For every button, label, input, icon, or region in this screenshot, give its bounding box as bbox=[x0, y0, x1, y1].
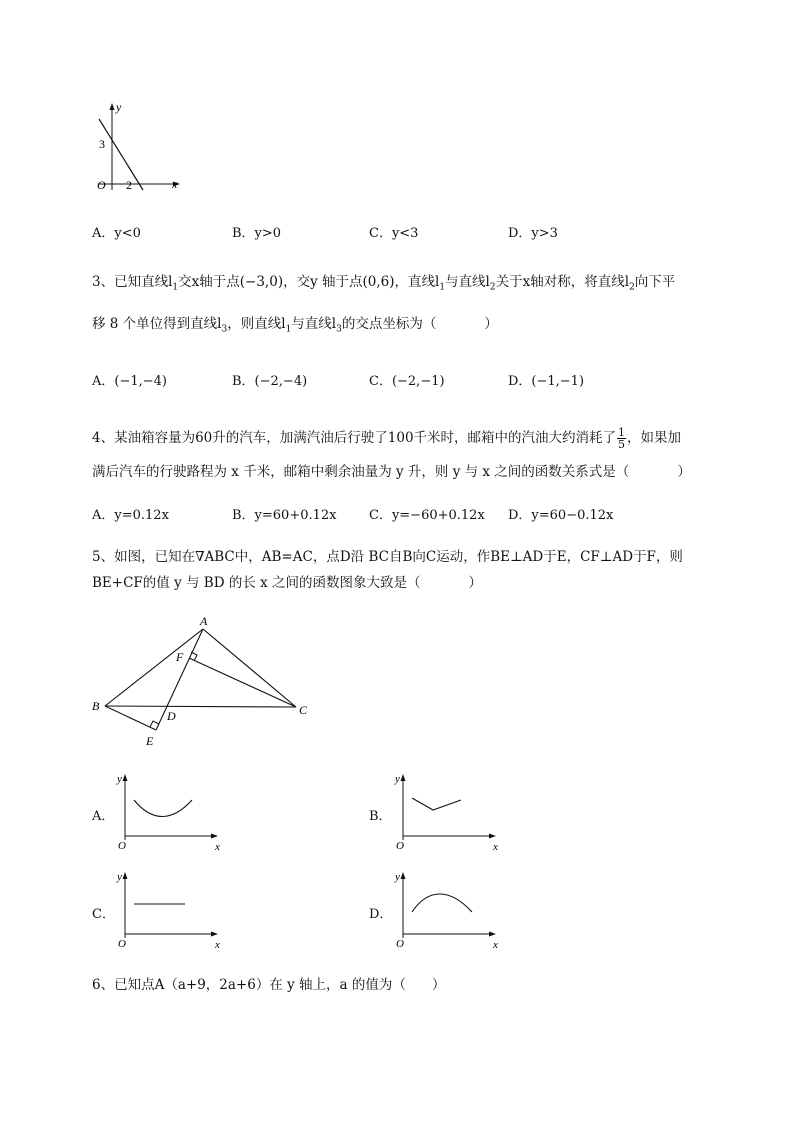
q3-option-b[interactable]: B．(−2,−4) bbox=[232, 374, 308, 389]
q5-option-c-label[interactable]: C． bbox=[92, 907, 115, 922]
q5-option-d-graph[interactable] bbox=[390, 868, 505, 950]
svg-text:y: y bbox=[395, 871, 400, 883]
svg-text:x: x bbox=[215, 841, 220, 852]
q4-stem-line2: 满后汽车的行驶路程为 x 千米，邮箱中剩余油量为 y 升，则 y 与 x 之间的函数关系式是（ ） bbox=[92, 464, 691, 480]
q2-option-d[interactable]: D．y>3 bbox=[508, 226, 558, 241]
segment-ae bbox=[156, 629, 203, 730]
segment-cf bbox=[189, 658, 296, 707]
q4-stem-line1: 4、某油箱容量为60升的汽车，加满汽油后行驶了100千米时，邮箱中的汽油大约消耗了 $\frac{1}{5}$ ，如果加 bbox=[92, 426, 682, 451]
y-axis-arrow bbox=[110, 103, 115, 110]
svg-text:y: y bbox=[395, 773, 400, 785]
q5-option-a-label[interactable]: A． bbox=[92, 809, 115, 824]
svg-text:x: x bbox=[493, 841, 498, 852]
label-d: D bbox=[167, 709, 176, 723]
label-e: E bbox=[146, 734, 154, 748]
q2-option-a[interactable]: A．y<0 bbox=[92, 226, 141, 241]
q5-option-b-graph[interactable] bbox=[390, 770, 505, 852]
side-bc bbox=[105, 706, 296, 707]
origin-label: O bbox=[97, 178, 106, 192]
curve-a bbox=[134, 800, 192, 817]
x-intercept-label: 2 bbox=[126, 178, 132, 192]
q5-triangle-figure bbox=[88, 612, 318, 752]
q5-option-b-label[interactable]: B． bbox=[369, 809, 392, 824]
q3-stem-line2: 移 8 个单位得到直线$l_3$，则直线$l_1$与直线$l_3$的交点坐标为（ ） bbox=[92, 316, 498, 335]
q4-option-a[interactable]: A．y=0.12x bbox=[92, 508, 169, 523]
svg-text:O: O bbox=[118, 938, 126, 950]
q5-option-d-label[interactable]: D． bbox=[369, 907, 393, 922]
q3-option-a[interactable]: A．(−1,−4) bbox=[92, 374, 167, 389]
q3-stem-line1: 3、已知直线$l_1$交x轴于点(−3,0)，交y 轴于点(0,6)，直线$l_1$与直线$l_2$关于x轴对称，将直线$l_2$向下平 bbox=[92, 274, 676, 293]
svg-text:O: O bbox=[396, 840, 404, 852]
q6-stem: 6、已知点A（a+9，2a+6）在 y 轴上，a 的值为（ ） bbox=[92, 977, 446, 993]
svg-text:x: x bbox=[493, 939, 498, 950]
svg-text:O: O bbox=[118, 840, 126, 852]
label-b: B bbox=[92, 699, 100, 713]
label-f: F bbox=[176, 650, 184, 664]
label-a: A bbox=[200, 614, 208, 628]
x-label: x bbox=[172, 177, 178, 191]
segment-be bbox=[105, 706, 156, 730]
y-label: y bbox=[116, 100, 122, 114]
q3-option-d[interactable]: D．(−1,−1) bbox=[508, 374, 585, 389]
q4-option-c[interactable]: C．y=−60+0.12x bbox=[369, 508, 485, 523]
svg-text:y: y bbox=[117, 871, 122, 883]
q5-option-a-graph[interactable] bbox=[112, 770, 227, 852]
q4-fraction: $\frac{1}{5}$ bbox=[618, 426, 626, 451]
q2-option-b[interactable]: B．y>0 bbox=[232, 226, 282, 241]
svg-text:x: x bbox=[215, 939, 220, 950]
y-intercept-label: 3 bbox=[99, 137, 105, 151]
q5-stem-line2: BE+CF的值 y 与 BD 的长 x 之间的函数图象大致是（ ） bbox=[92, 575, 483, 591]
curve-d bbox=[412, 894, 472, 912]
svg-text:y: y bbox=[117, 773, 122, 785]
curve-b bbox=[412, 798, 461, 810]
side-ac bbox=[203, 629, 296, 707]
q3-option-c[interactable]: C．(−2,−1) bbox=[369, 374, 445, 389]
q4-option-d[interactable]: D．y=60−0.12x bbox=[508, 508, 614, 523]
label-c: C bbox=[299, 703, 308, 717]
svg-text:O: O bbox=[396, 938, 404, 950]
q4-option-b[interactable]: B．y=60+0.12x bbox=[232, 508, 337, 523]
q2-line-graph bbox=[88, 100, 188, 195]
q5-stem-line1: 5、如图，已知在∇ABC中，AB=AC，点D沿 BC自B向C运动，作BE⊥AD于E，CF⊥AD于F，则 bbox=[92, 549, 683, 565]
q5-option-c-graph[interactable] bbox=[112, 868, 227, 950]
side-ab bbox=[105, 629, 203, 706]
q2-option-c[interactable]: C．y<3 bbox=[369, 226, 419, 241]
